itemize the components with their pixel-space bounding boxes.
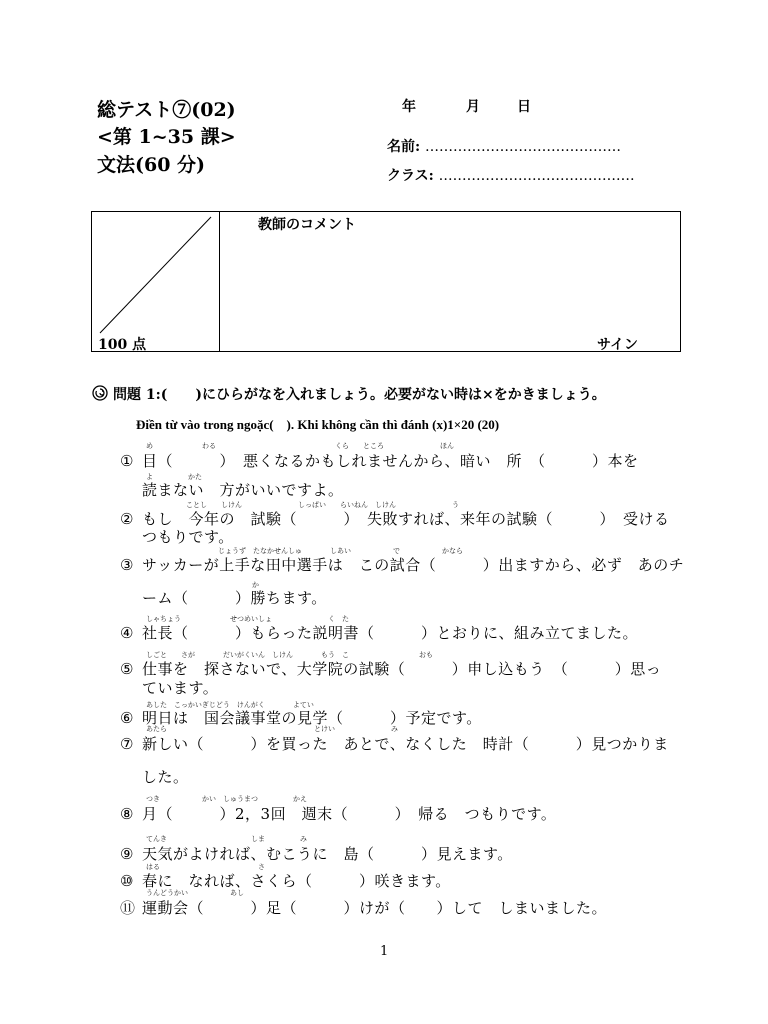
page-number: 1	[380, 944, 389, 959]
sign-label: サイン	[597, 337, 639, 353]
date-day: 日	[517, 99, 531, 115]
item-text: 仕事を 探さないで、大学院の試験（ ）申し込もう （ ）思っ	[142, 660, 662, 678]
question-item-6	[120, 707, 482, 728]
item-text: 天気がよければ、むこうに 島（ ）見えます。	[142, 845, 513, 863]
item-text: 目（ ） 悪くなるかもしれませんから、暗い 所 （ ）本を	[142, 452, 639, 470]
furigana-row: あした こっかいぎじどう けんがく よてい	[146, 701, 314, 709]
item-text-continued: した。	[142, 768, 189, 786]
section-title: 文法(60 分)	[97, 154, 206, 176]
item-number: ⑨	[120, 845, 134, 863]
lesson-range: <第 1~35 課>	[97, 126, 236, 148]
class-label: クラス:	[387, 168, 434, 184]
question-item-7	[120, 733, 669, 754]
comment-label: 教師のコメント	[258, 217, 356, 233]
score-label: 100 点	[98, 337, 147, 353]
furigana-row: しゃちょう せつめいしょ く た	[146, 615, 349, 623]
class-dots: ……………………………………	[438, 168, 635, 184]
item-text: 明日は 国会議事堂の見学（ ）予定です。	[142, 709, 482, 727]
question-heading: 問題 1:( )にひらがなを入れましょう。必要がない時は×をかきましょう。	[113, 387, 606, 403]
item-text: もし 今年の 試験（ ） 失敗すれば、来年の試験（ ） 受ける	[142, 510, 670, 528]
name-field[interactable]	[387, 136, 621, 156]
item-text: 新しい（ ）を買った あとで、なくした 時計（ ）見つかりま	[142, 735, 669, 753]
question-item-10	[120, 870, 451, 891]
furigana-row: しごと さが だいがくいん しけん もう こ おも	[146, 651, 433, 659]
item-text-continued: ーム（ ）勝ちます。	[142, 589, 327, 607]
furigana-row: じょうず たなかせんしゅ しあい で かなら	[218, 547, 463, 555]
question-item-11	[120, 897, 607, 918]
class-field[interactable]	[387, 165, 635, 185]
question-item-5	[120, 658, 661, 679]
item-number: ⑦	[120, 735, 134, 753]
item-text: 運動会（ ）足（ ）けが（ ）して しまいました。	[142, 899, 608, 917]
item-text-continued: ています。	[142, 679, 219, 697]
furigana-row: はる さ	[146, 863, 265, 871]
item-number: ⑩	[120, 872, 134, 890]
spiral-icon	[92, 385, 108, 401]
furigana-row: ことし しけん しっぱい らいねん しけん う	[186, 501, 459, 509]
item-number: ①	[120, 452, 134, 470]
item-text: 春に なれば、さくら（ ）咲きます。	[142, 872, 451, 890]
item-number: ⑥	[120, 709, 134, 727]
furigana-row: め わる くら ところ ほん	[146, 442, 454, 450]
date-year: 年	[402, 99, 416, 115]
furigana-row: か	[252, 581, 259, 589]
item-text: サッカーが上手な田中選手は この試合（ ）出ますから、必ず あのチ	[142, 556, 685, 574]
question-item-9	[120, 843, 513, 864]
item-text-continued: 読まない 方がいいですよ。	[142, 481, 344, 499]
score-diagonal-line	[92, 212, 219, 351]
score-cell	[92, 212, 220, 351]
question-item-4	[120, 622, 638, 643]
question-item-1	[120, 450, 639, 471]
test-title: 総テスト⑦(02)	[97, 99, 236, 121]
item-number: ⑧	[120, 805, 134, 823]
teacher-comment-box	[91, 211, 681, 352]
question-item-3	[120, 554, 684, 575]
item-text: 社長（ ）もらった説明書（ ）とおりに、組み立てました。	[142, 624, 639, 642]
date-month: 月	[466, 99, 480, 115]
item-number: ③	[120, 556, 134, 574]
furigana-row: てんき しま み	[146, 835, 307, 843]
furigana-row: つき かい しゅうまつ かえ	[146, 795, 307, 803]
name-label: 名前:	[387, 139, 421, 155]
question-subheading: Điền từ vào trong ngoặc( ). Khi không cần thì đánh (x)1×20 (20)	[136, 417, 500, 432]
item-text-continued: つもりです。	[142, 528, 234, 546]
name-dots: ……………………………………	[425, 139, 622, 155]
furigana-row: よ かた	[146, 473, 202, 481]
item-number: ④	[120, 624, 134, 642]
item-number: ⑤	[120, 660, 134, 678]
item-number: ⑪	[120, 899, 136, 917]
item-text: 月（ ）2，3回 週末（ ） 帰る つもりです。	[142, 805, 557, 823]
item-number: ②	[120, 510, 134, 528]
question-item-8	[120, 803, 556, 824]
furigana-row: うんどうかい あし	[146, 889, 244, 897]
furigana-row: あたら とけい み	[146, 725, 398, 733]
